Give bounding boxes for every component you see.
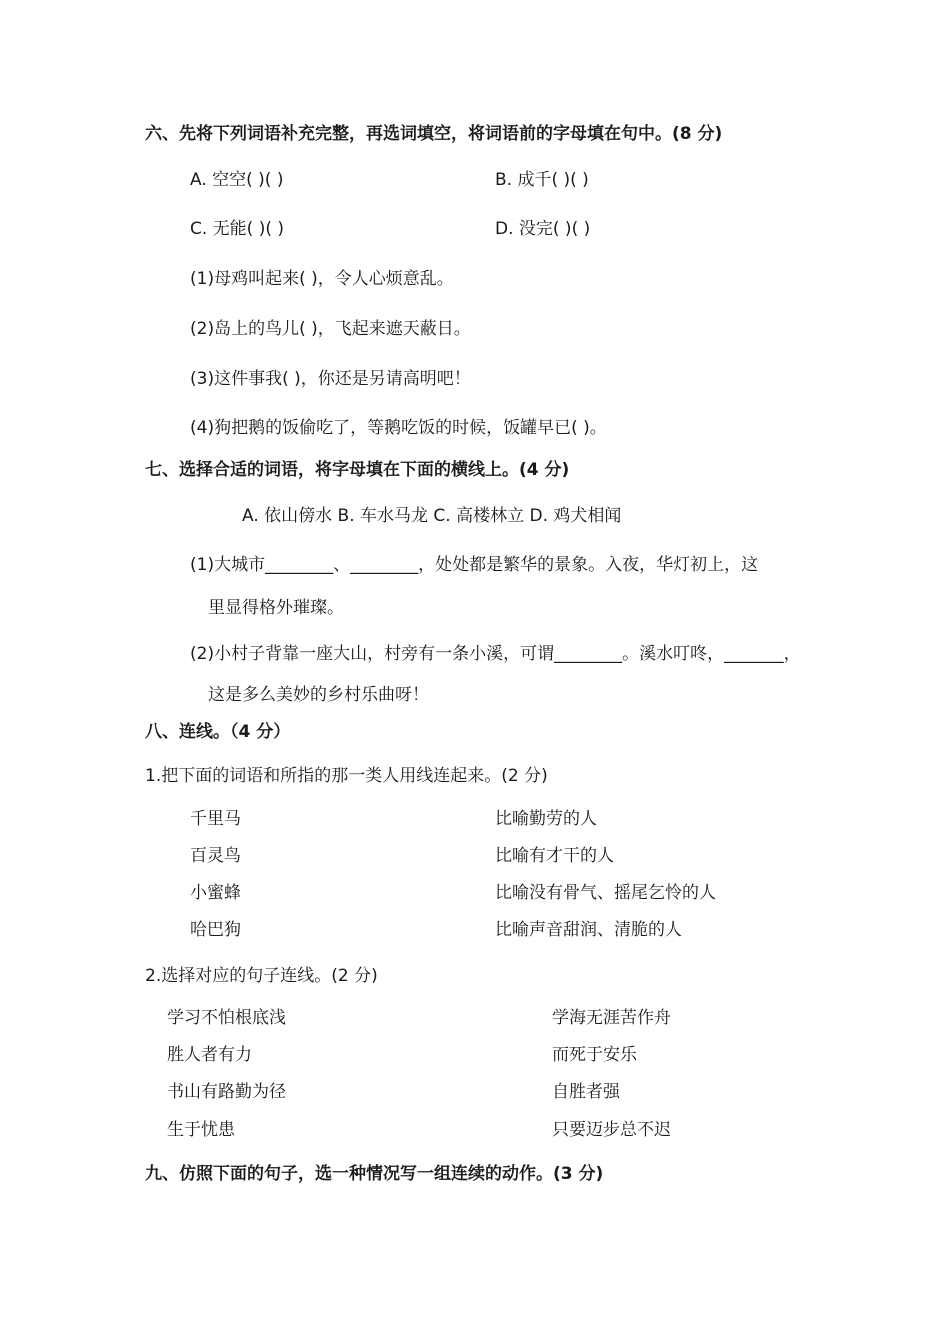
sec8-q1-right-1: 比喻勤劳的人 xyxy=(495,809,597,829)
section-9-title-text: 九、仿照下面的句子，选一种情况写一组连续的动作。(3 分) xyxy=(145,1164,604,1184)
sec8-q1-left-2: 百灵鸟 xyxy=(190,846,241,866)
sec6-sentence-3: (3)这件事我( )，你还是另请高明吧！ xyxy=(190,369,471,389)
sec8-q2-right-1: 学海无涯苦作舟 xyxy=(552,1008,671,1028)
sec8-q2-right-3: 自胜者强 xyxy=(552,1082,620,1102)
sec7-q2-line2: 这是多么美妙的乡村乐曲呀！ xyxy=(208,685,429,705)
sec8-q2-right-4: 只要迈步总不迟 xyxy=(552,1120,671,1140)
sec8-q1-left-3: 小蜜蜂 xyxy=(190,883,241,903)
sec6-sentence-1: (1)母鸡叫起来( )，令人心烦意乱。 xyxy=(190,269,454,289)
section-9-title xyxy=(145,1162,603,1186)
sec8-q1-left-4: 哈巴狗 xyxy=(190,920,241,940)
sec8-q2-right-2: 而死于安乐 xyxy=(552,1045,637,1065)
sec6-sentence-2: (2)岛上的鸟儿( )，飞起来遮天蔽日。 xyxy=(190,319,471,339)
sec8-q2-left-1: 学习不怕根底浅 xyxy=(167,1008,286,1028)
section-7-title: 七、选择合适的词语，将字母填在下面的横线上。(4 分) xyxy=(145,460,570,480)
sec7-q2-line1: (2)小村子背靠一座大山，村旁有一条小溪，可谓________。溪水叮咚，_______， xyxy=(190,644,801,664)
sec7-options: A. 依山傍水 B. 车水马龙 C. 高楼林立 D. 鸡犬相闻 xyxy=(242,506,622,526)
sec6-sentence-4: (4)狗把鹅的饭偷吃了，等鹅吃饭的时候，饭罐早已( )。 xyxy=(190,418,607,438)
sec6-option-c: C. 无能( )( ) xyxy=(190,219,285,239)
section-6-title: 六、先将下列词语补充完整，再选词填空，将词语前的字母填在句中。(8 分) xyxy=(145,124,723,144)
sec8-q2-left-2: 胜人者有力 xyxy=(167,1045,252,1065)
sec6-option-b: B. 成千( )( ) xyxy=(495,170,589,190)
sec7-q1-line2: 里显得格外璀璨。 xyxy=(208,598,344,618)
sec8-q1-left-1: 千里马 xyxy=(190,809,241,829)
sec8-q1-right-2: 比喻有才干的人 xyxy=(495,846,614,866)
sec8-q1-right-3: 比喻没有骨气、摇尾乞怜的人 xyxy=(495,883,716,903)
sec7-q1-line1: (1)大城市________、________，处处都是繁华的景象。入夜，华灯初上，这 xyxy=(190,555,759,575)
sec6-option-a: A. 空空( )( ) xyxy=(190,170,284,190)
sec8-q2-left-3: 书山有路勤为径 xyxy=(167,1082,286,1102)
sec8-q2-left-4: 生于忧患 xyxy=(167,1120,235,1140)
section-8-title: 八、连线。（4 分） xyxy=(145,722,291,742)
sec8-q2-title: 2.选择对应的句子连线。(2 分) xyxy=(145,966,378,986)
sec8-q1-right-4: 比喻声音甜润、清脆的人 xyxy=(495,920,682,940)
sec6-option-d: D. 没完( )( ) xyxy=(495,219,591,239)
sec8-q1-title: 1.把下面的词语和所指的那一类人用线连起来。(2 分) xyxy=(145,766,548,786)
